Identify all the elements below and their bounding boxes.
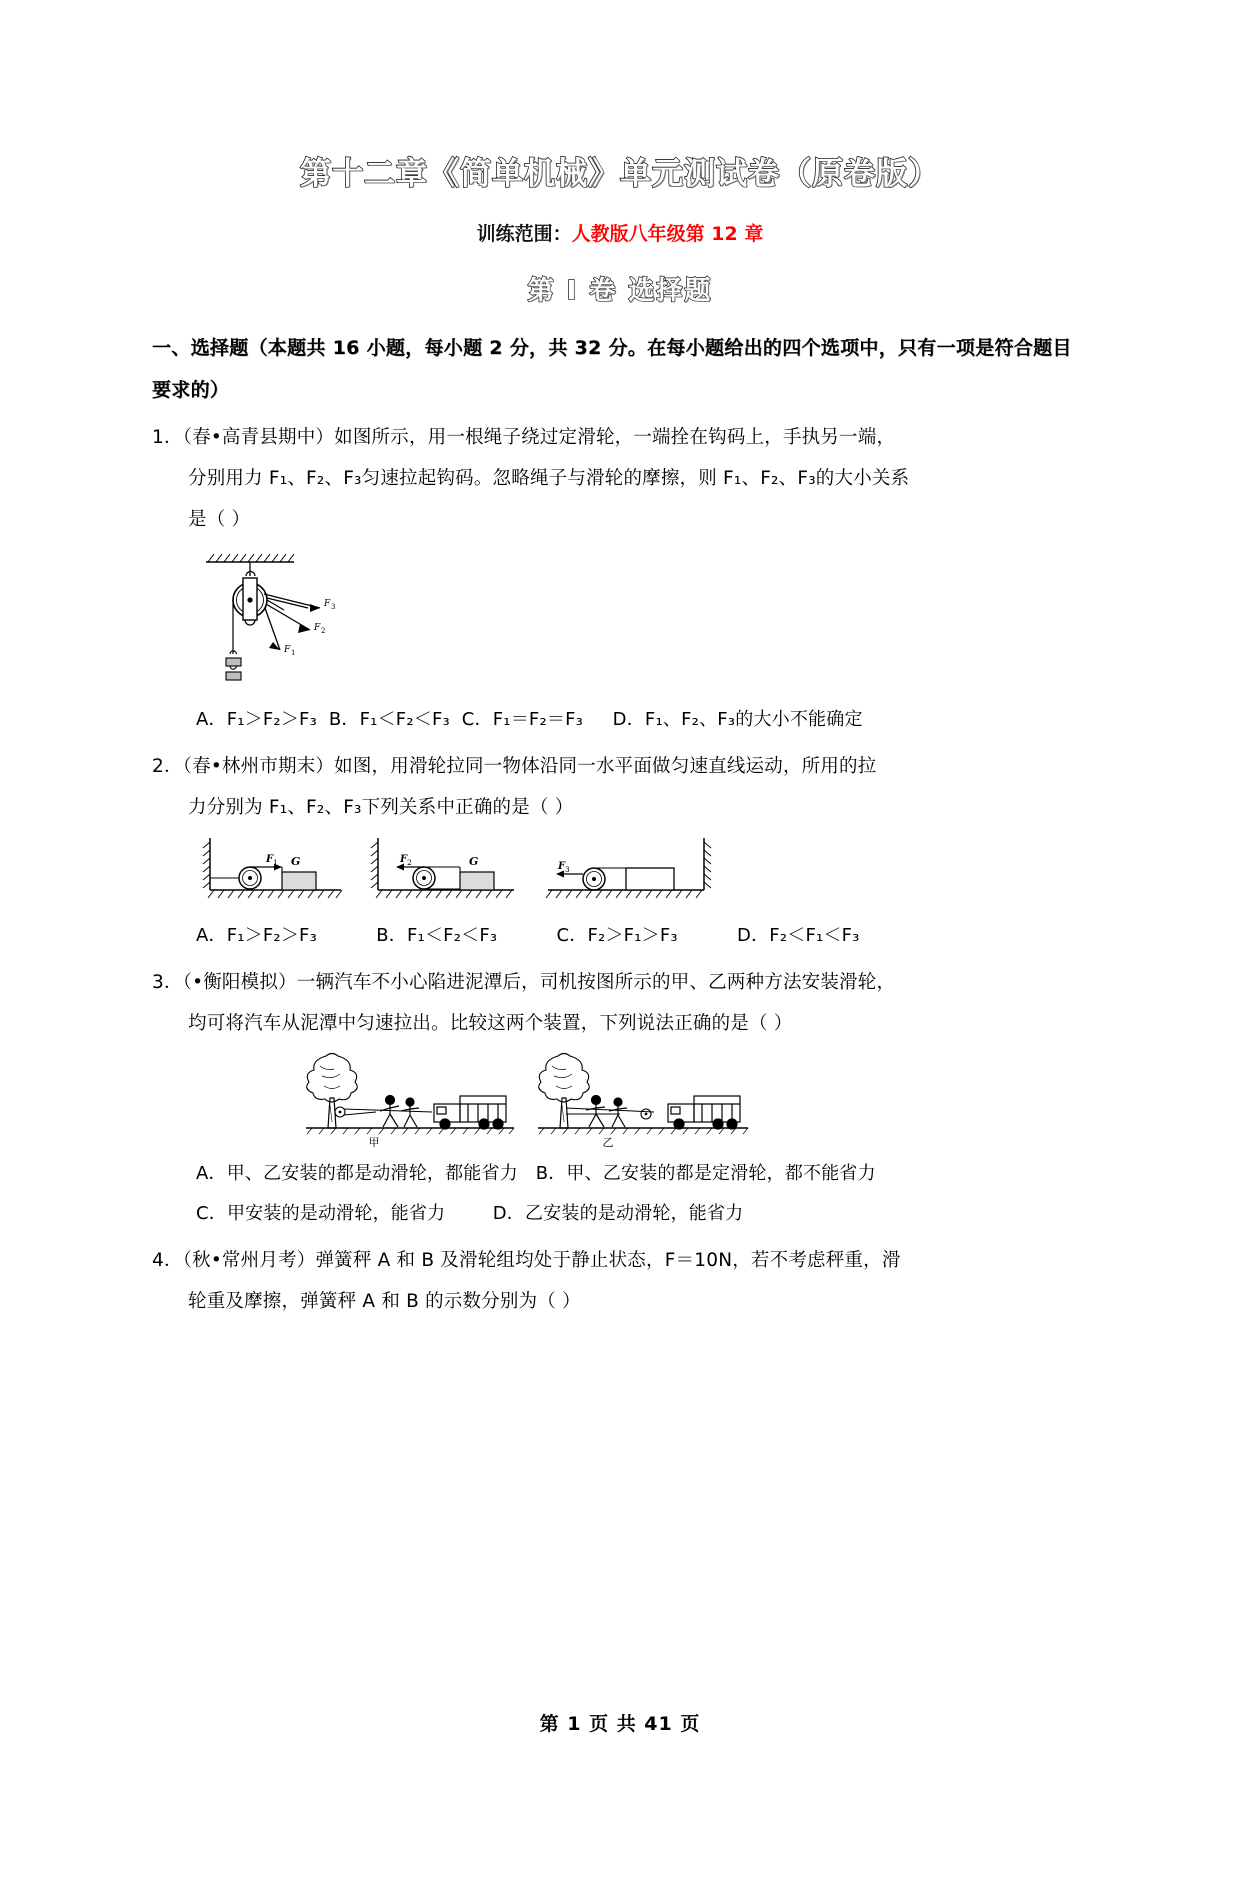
option-2-B[interactable]: B．F₁＜F₂＜F₃ xyxy=(376,925,498,946)
question-2-number: 2． xyxy=(152,756,183,777)
question-1-options-row xyxy=(196,700,1090,740)
page-footer: 第 1 页 共 41 页 xyxy=(539,1713,701,1735)
training-scope-label: 训练范围： xyxy=(476,223,572,245)
question-3-text1: 一辆汽车不小心陷进泥潭后，司机按图所示的甲、乙两种方法安装滑轮， xyxy=(296,972,896,993)
svg-text:1: 1 xyxy=(291,649,296,657)
question-4-number: 4． xyxy=(152,1250,183,1271)
label-g-setup2: G xyxy=(469,855,479,868)
question-1-text1: 如图所示，用一根绳子绕过定滑轮，一端拴在钩码上，手执另一端， xyxy=(334,427,896,448)
question-3-options-row1 xyxy=(196,1154,1090,1194)
option-2-D[interactable]: D．F₂＜F₁＜F₃ xyxy=(737,925,860,946)
question-1-line1 xyxy=(152,417,1090,458)
option-1-A[interactable]: A．F₁＞F₂＞F₃ xyxy=(196,709,318,730)
question-1-number: 1． xyxy=(152,427,183,448)
label-jia: 甲 xyxy=(368,1136,380,1149)
document-page xyxy=(0,148,1240,1902)
three-pulley-horizontal-setups-icon xyxy=(196,834,836,912)
option-1-C[interactable]: C．F₁＝F₂＝F₃ xyxy=(461,709,584,730)
label-f1-setup1: F xyxy=(266,854,274,865)
label-f3: F xyxy=(324,599,331,609)
training-scope xyxy=(0,219,1240,246)
exam-content xyxy=(0,327,1240,1322)
truck-winch-pulley-comparison-icon xyxy=(302,1050,782,1150)
svg-text:3: 3 xyxy=(565,865,570,874)
option-3-B[interactable]: B．甲、乙安装的都是定滑轮，都不能省力 xyxy=(535,1163,876,1184)
label-f3-setup3: F xyxy=(558,861,566,872)
page-title: 第十二章《简单机械》单元测试卷（原卷版） xyxy=(300,156,940,192)
svg-text:3: 3 xyxy=(331,603,336,611)
option-1-B[interactable]: B．F₁＜F₂＜F₃ xyxy=(328,709,450,730)
question-2-figure xyxy=(152,834,1090,916)
training-scope-value: 人教版八年级第 12 章 xyxy=(571,223,764,245)
fixed-pulley-three-forces-icon xyxy=(198,546,388,696)
question-1-line2: 分别用力 F₁、F₂、F₃匀速拉起钩码。忽略绳子与滑轮的摩擦，则 F₁、F₂、F₃的大小关系 xyxy=(188,468,910,489)
option-3-A[interactable]: A．甲、乙安装的都是动滑轮，都能省力 xyxy=(196,1163,518,1184)
question-2-options xyxy=(152,916,1090,956)
option-3-C[interactable]: C．甲安装的是动滑轮，能省力 xyxy=(196,1203,446,1224)
label-f1: F xyxy=(284,645,291,655)
question-1 xyxy=(152,417,1090,540)
question-4-line2: 轮重及摩擦，弹簧秤 A 和 B 的示数分别为（ ） xyxy=(188,1291,581,1312)
question-3-options xyxy=(152,1154,1090,1234)
question-3-line1 xyxy=(152,962,1090,1003)
question-2-source: （春•林州市期末） xyxy=(182,756,335,777)
section-instructions: 一、选择题（本题共 16 小题，每小题 2 分，共 32 分。在每小题给出的四个选项中，只有一项是符合题目要求的） xyxy=(152,337,1072,401)
question-1-source: （春•高青县期中） xyxy=(182,427,335,448)
part-heading: 第 I 卷 选择题 xyxy=(527,276,713,306)
option-1-D[interactable]: D．F₁、F₂、F₃的大小不能确定 xyxy=(612,709,863,730)
question-2-options-row xyxy=(196,916,1090,956)
label-f2-setup2: F xyxy=(400,854,408,865)
question-3 xyxy=(152,962,1090,1044)
option-2-C[interactable]: C．F₂＞F₁＞F₃ xyxy=(556,925,678,946)
svg-text:2: 2 xyxy=(321,627,326,635)
svg-text:2: 2 xyxy=(407,858,412,867)
question-2-text1: 如图，用滑轮拉同一物体沿同一水平面做匀速直线运动，所用的拉 xyxy=(334,756,877,777)
question-1-figure xyxy=(152,546,1090,700)
question-4 xyxy=(152,1240,1090,1322)
question-3-figure xyxy=(152,1050,1090,1154)
question-2 xyxy=(152,746,1090,828)
label-g-setup1: G xyxy=(291,855,301,868)
label-f2: F xyxy=(314,623,321,633)
question-2-line1 xyxy=(152,746,1090,787)
question-1-line3: 是（ ） xyxy=(188,509,251,530)
question-4-text1: 弹簧秤 A 和 B 及滑轮组均处于静止状态，F＝10N，若不考虑秤重，滑 xyxy=(315,1250,901,1271)
question-4-line1 xyxy=(152,1240,1090,1281)
option-2-A[interactable]: A．F₁＞F₂＞F₃ xyxy=(196,925,318,946)
question-3-options-row2 xyxy=(196,1194,1090,1234)
question-3-line2: 均可将汽车从泥潭中匀速拉出。比较这两个装置，下列说法正确的是（ ） xyxy=(188,1013,793,1034)
question-2-line2: 力分别为 F₁、F₂、F₃下列关系中正确的是（ ） xyxy=(188,797,574,818)
question-3-source: （•衡阳模拟） xyxy=(182,972,297,993)
svg-text:1: 1 xyxy=(273,858,278,867)
label-yi: 乙 xyxy=(602,1136,614,1149)
option-3-D[interactable]: D．乙安装的是动滑轮，能省力 xyxy=(492,1203,744,1224)
question-3-number: 3． xyxy=(152,972,183,993)
question-1-options xyxy=(152,700,1090,740)
question-4-source: （秋•常州月考） xyxy=(182,1250,316,1271)
